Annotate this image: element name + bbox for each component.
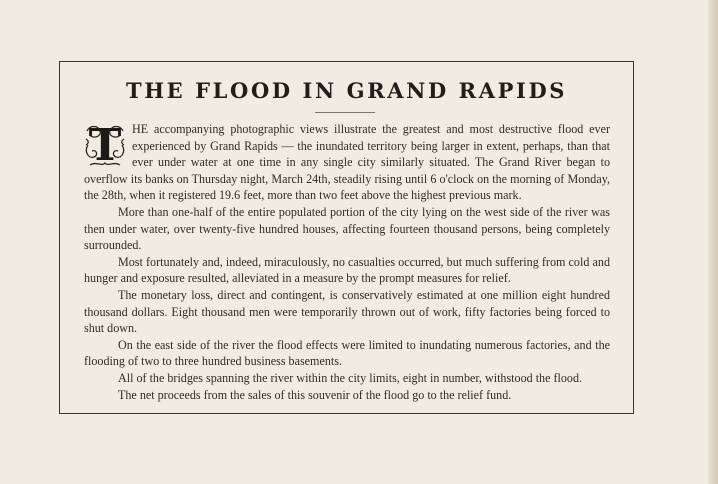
paragraph-3: Most fortunately and, indeed, miraculously, no casualties occurred, but much suffering from cold and hunger and exposure resulted, alleviated in a measure by the prompt measures for relief. xyxy=(84,254,610,286)
page-title: THE FLOOD IN GRAND RAPIDS xyxy=(125,78,568,103)
page-edge-shadow xyxy=(708,0,718,484)
paragraph-7: The net proceeds from the sales of this souvenir of the flood go to the relief fund. xyxy=(118,387,512,402)
drop-cap-letter: T xyxy=(88,120,122,171)
title-divider xyxy=(315,112,375,113)
paragraph-5: On the east side of the river the flood effects were limited to inundating numerous factories, and the flooding of two to three hundred business basements. xyxy=(84,337,610,369)
paragraph-2: More than one-half of the entire populated portion of the city lying on the west side of the river was then under water, over twenty-five hundred houses, affecting fourteen thousand persons, being completely surrounded. xyxy=(84,204,610,253)
paragraph-4: The monetary loss, direct and contingent, is conservatively estimated at one million eight hundred thousand dollars. Eight thousand men were temporarily thrown out of work, fifty factories being forced to shut down. xyxy=(84,287,610,336)
paragraph-6: All of the bridges spanning the river within the city limits, eight in number, withstood the flood. xyxy=(118,370,583,385)
paragraph-1: HE accompanying photographic views illustrate the greatest and most destructive flood ever experienced by Grand Rapids — the inundated territory being larger in extent, perhaps, than that ever under water at one time in any single city similarly situated. The Grand River began to overflow its banks on Thursday night, March 24th, steadily rising until 6 o'clock on the morning of Monday, the 28th, when it registered 19.6 feet, more than two feet above the highest previous mark. xyxy=(84,122,610,203)
article-body xyxy=(84,121,610,403)
ornamental-drop-cap xyxy=(84,120,126,171)
